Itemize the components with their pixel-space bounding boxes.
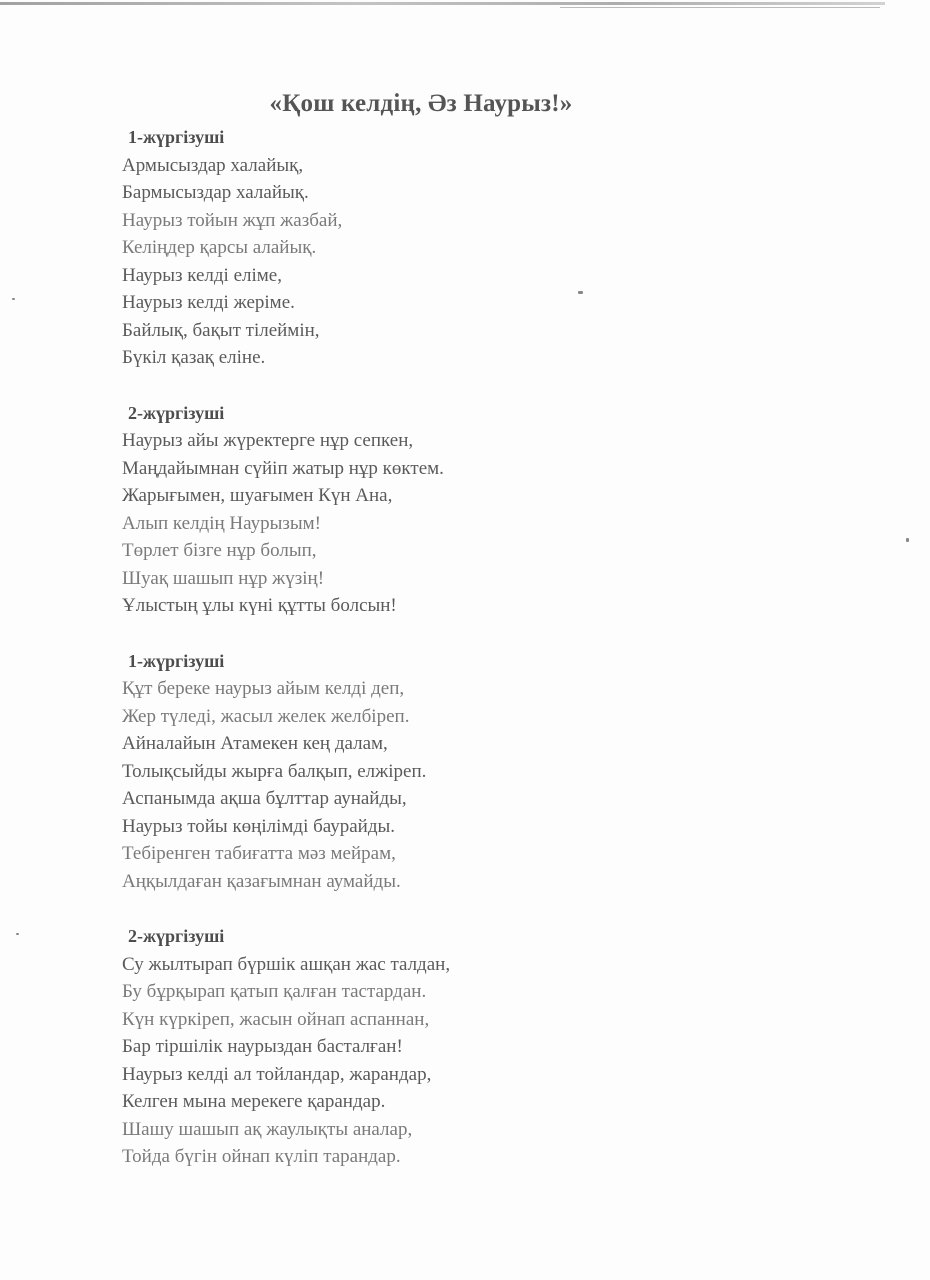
- document-title: «Қош келдің, Әз Наурыз!»: [269, 90, 573, 117]
- verse-line: Маңдайымнан сүйіп жатыр нұр көктем.: [122, 457, 444, 479]
- verse-line: Айналайын Атамекен кең далам,: [122, 733, 388, 754]
- verse-line: Наурыз келді ал тойландар, жарандар,: [122, 1063, 432, 1085]
- verse-line: Наурыз тойын жұп жазбай,: [122, 209, 343, 231]
- speaker-label: 2-жүргізуші: [128, 926, 225, 946]
- verse-line: Бармысыздар халайық.: [122, 182, 309, 203]
- verse-line: Ұлыстың ұлы күні құтты болсын!: [122, 595, 397, 616]
- verse-lines: [122, 427, 762, 620]
- stanza-1: [122, 124, 762, 372]
- script-body: [122, 124, 762, 1199]
- verse-line: Аңқылдаған қазағымнан аумайды.: [122, 870, 401, 892]
- speaker-label: 2-жүргізуші: [128, 402, 225, 423]
- verse-line: Алып келдің Наурызым!: [122, 512, 321, 534]
- verse-line: Наурыз айы жүректерге нұр сепкен,: [122, 430, 414, 451]
- verse-line: Шуақ шашып нұр жүзің!: [122, 567, 325, 589]
- verse-line: Бүкіл қазақ еліне.: [122, 347, 266, 368]
- verse-line: Бу бұрқырап қатып қалған тастардан.: [122, 981, 427, 1002]
- verse-line: Байлық, бақыт тілеймін,: [122, 319, 320, 341]
- verse-line: Наурыз тойы көңілімді баурайды.: [122, 815, 396, 837]
- scan-edge-top: [0, 2, 885, 5]
- verse-line: Тебіренген табиғатта мәз мейрам,: [122, 843, 396, 864]
- verse-lines: [122, 152, 762, 372]
- speaker-label: 1-жүргізуші: [128, 127, 225, 147]
- stanza-2: [122, 400, 762, 620]
- verse-line: Шашу шашып ақ жаулықты аналар,: [122, 1118, 413, 1140]
- verse-line: Толықсыйды жырға балқып, елжіреп.: [122, 760, 427, 782]
- verse-line: Су жылтырап бүршік ашқан жас талдан,: [122, 953, 451, 975]
- verse-line: Наурыз келді жеріме.: [122, 292, 295, 313]
- verse-line: Тойда бүгін ойнап күліп тарандар.: [122, 1146, 401, 1167]
- verse-line: Жер түледі, жасыл желек желбіреп.: [122, 705, 410, 727]
- scan-speck: [906, 538, 909, 542]
- verse-line: Наурыз келді еліме,: [122, 264, 282, 286]
- verse-line: Келген мына мерекеге қарандар.: [122, 1091, 386, 1112]
- scan-speck: [16, 933, 19, 935]
- verse-line: Құт береке наурыз айым келді деп,: [122, 678, 405, 699]
- verse-line: Келіңдер қарсы алайық.: [122, 237, 317, 258]
- verse-line: Бар тіршілік наурыздан басталған!: [122, 1036, 403, 1057]
- verse-line: Күн күркіреп, жасын ойнап аспаннан,: [122, 1008, 430, 1030]
- scan-edge-line: [560, 7, 880, 8]
- verse-lines: [122, 951, 762, 1171]
- speaker-label: 1-жүргізуші: [128, 650, 225, 671]
- stanza-4: [122, 923, 762, 1171]
- verse-lines: [122, 675, 762, 895]
- stanza-3: [122, 648, 762, 896]
- verse-line: Төрлет бізге нұр болып,: [122, 540, 317, 561]
- scan-speck: [12, 298, 15, 300]
- verse-line: Аспанымда ақша бұлттар аунайды,: [122, 788, 407, 809]
- verse-line: Жарығымен, шуағымен Күн Ана,: [122, 485, 393, 506]
- verse-line: Армысыздар халайық,: [122, 154, 304, 176]
